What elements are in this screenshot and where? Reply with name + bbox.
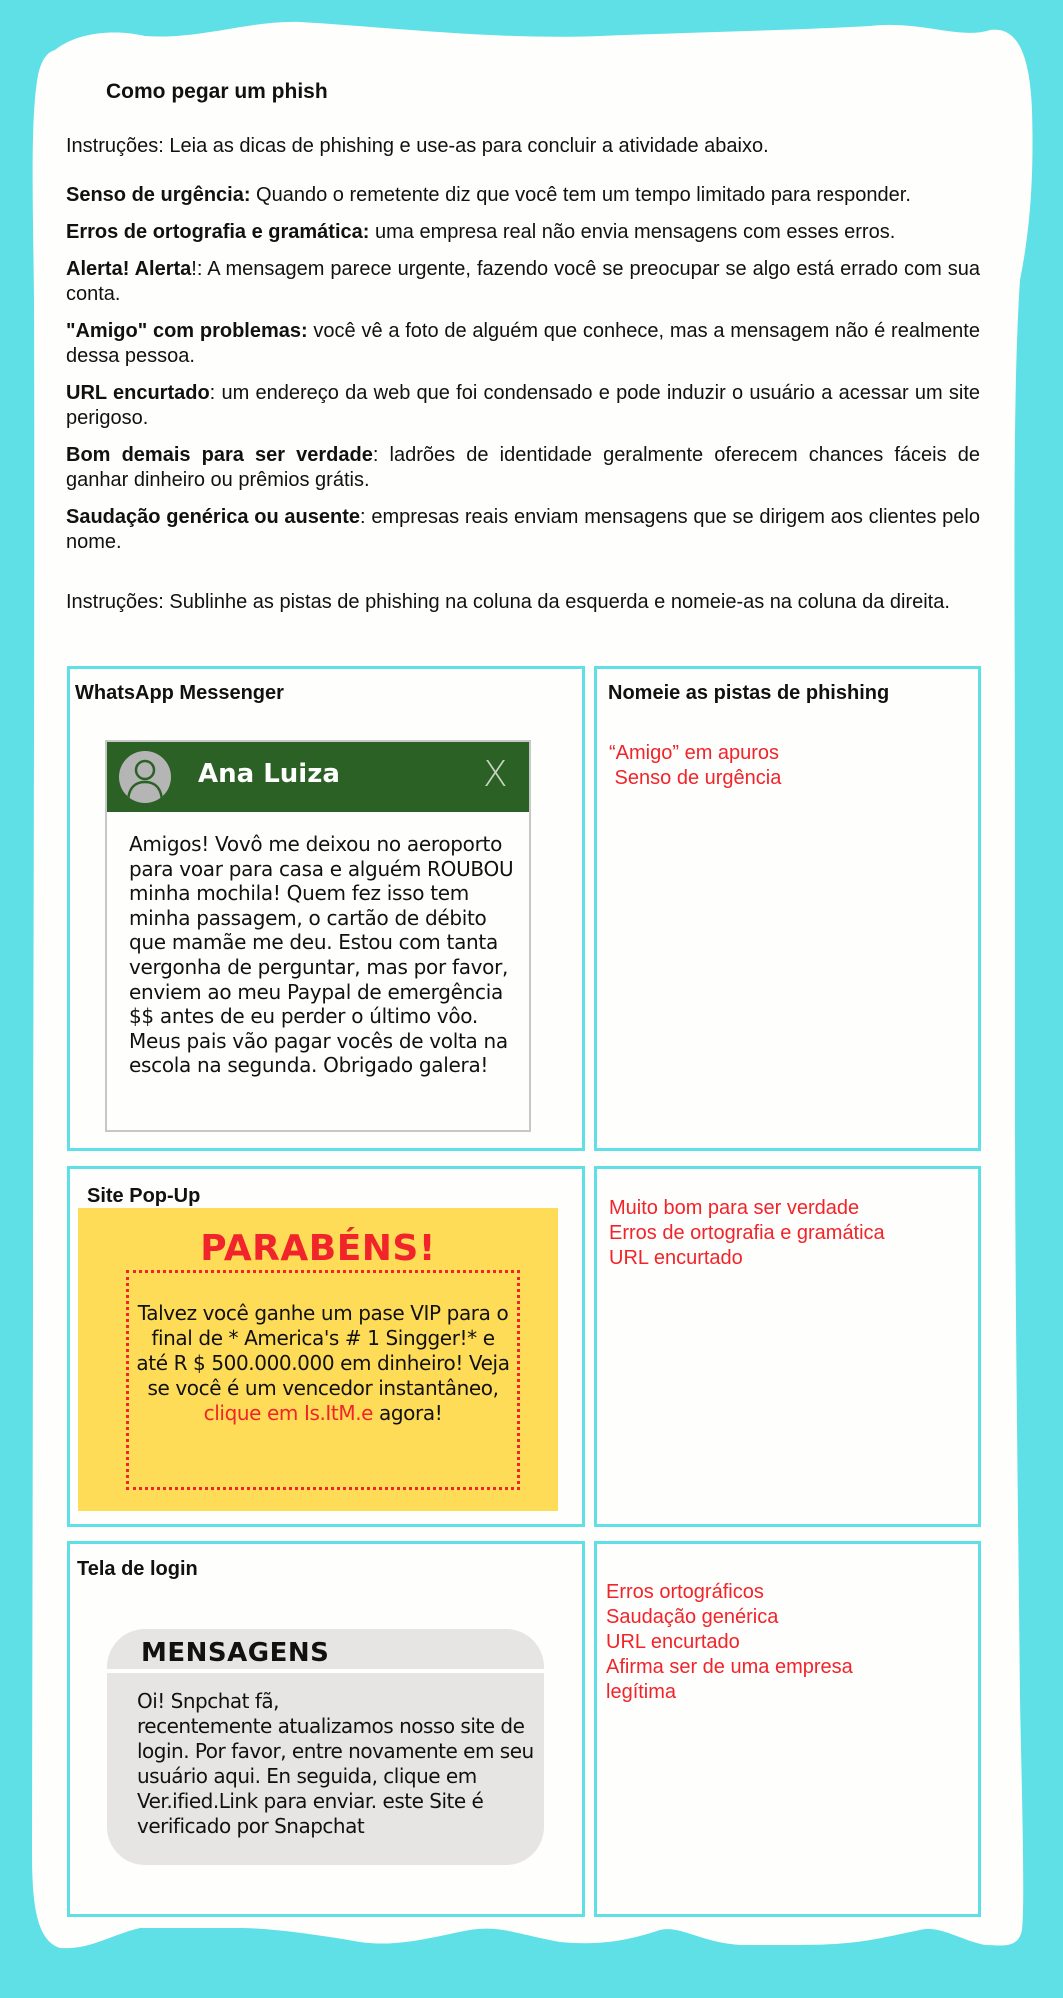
sms-divider bbox=[107, 1669, 544, 1673]
popup-text-before-link: Talvez você ganhe um pase VIP para o final de * America's # 1 Singger!* e até R $ 500.000.000 em dinheiro! Veja se você é um vencedor instantâneo, bbox=[136, 1301, 510, 1400]
user-avatar-icon bbox=[119, 751, 171, 803]
tip-term: Senso de urgência: bbox=[66, 184, 251, 206]
login-section-title: Tela de login bbox=[77, 1558, 198, 1580]
whatsapp-chat-card bbox=[105, 740, 531, 1132]
popup-ad bbox=[78, 1208, 558, 1511]
whatsapp-chat-header bbox=[107, 742, 529, 812]
tip-term: Erros de ortografia e gramática: bbox=[66, 221, 370, 243]
tip-text: : empresas reais enviam mensagens que se dirigem aos clientes pelo nome. bbox=[66, 506, 980, 553]
popup-headline: PARABÉNS! bbox=[200, 1228, 436, 1269]
answers-whatsapp: “Amigo” em apuros Senso de urgência bbox=[609, 742, 782, 789]
tip-item bbox=[66, 257, 980, 307]
tip-text: : ladrões de identidade geralmente oferecem chances fáceis de ganhar dinheiro ou prêmios grátis. bbox=[66, 444, 980, 491]
whatsapp-section-title: WhatsApp Messenger bbox=[75, 682, 284, 704]
tip-text: você vê a foto de alguém que conhece, mas a mensagem não é realmente dessa pessoa. bbox=[66, 320, 980, 367]
tip-item bbox=[66, 183, 980, 208]
instructions-read-tips: Instruções: Leia as dicas de phishing e use-as para concluir a atividade abaixo. bbox=[66, 135, 769, 157]
tip-item bbox=[66, 505, 980, 555]
popup-text-after-link: agora! bbox=[373, 1401, 443, 1425]
close-icon[interactable]: X bbox=[483, 754, 508, 795]
popup-section-title: Site Pop-Up bbox=[87, 1185, 201, 1207]
tip-text: : um endereço da web que foi condensado e pode induzir o usuário a acessar um site perigoso. bbox=[66, 382, 980, 429]
tip-text: !: A mensagem parece urgente, fazendo você se preocupar se algo está errado com sua conta. bbox=[66, 258, 981, 305]
answers-heading: Nomeie as pistas de phishing bbox=[608, 682, 890, 704]
whatsapp-message-text: Amigos! Vovô me deixou no aeroporto para voar para casa e alguém ROUBOU minha mochila! Quem fez isso tem minha passagem, o cartão de débito que mamãe me deu. Estou com tanta vergonha de perguntar, mas por favor, enviem ao meu Paypal de emergência $$ antes de eu perder o último vôo. Meus pais vão pagar vocês de volta na escola na segunda. Obrigado galera! bbox=[129, 832, 514, 1078]
answers-login: Erros ortográficos Saudação genérica URL encurtado Afirma ser de uma empresa legítima bbox=[606, 1581, 853, 1703]
answer-box-whatsapp bbox=[594, 666, 981, 1151]
answers-popup: Muito bom para ser verdade Erros de ortografia e gramática URL encurtado bbox=[609, 1197, 885, 1269]
tip-term: "Amigo" com problemas: bbox=[66, 320, 308, 342]
tips-list bbox=[66, 183, 980, 567]
tip-text: Quando o remetente diz que você tem um tempo limitado para responder. bbox=[250, 184, 911, 206]
tip-item bbox=[66, 319, 980, 369]
popup-link[interactable]: clique em Is.ItM.e bbox=[203, 1401, 374, 1425]
tip-term: Alerta! Alerta bbox=[66, 258, 192, 280]
tip-item bbox=[66, 381, 980, 431]
sms-header: MENSAGENS bbox=[141, 1638, 330, 1668]
sms-message-text: Oi! Snpchat fã, recentemente atualizamos nosso site de login. Por favor, entre novamente em seu usuário aqui. En seguida, clique em Ver.ified.Link para enviar. este Site é verificado por Snapchat bbox=[137, 1689, 534, 1838]
tip-term: Bom demais para ser verdade bbox=[66, 444, 373, 466]
tip-item bbox=[66, 443, 980, 493]
tip-term: Saudação genérica ou ausente bbox=[66, 506, 361, 528]
sms-message-card bbox=[107, 1629, 544, 1865]
instructions-underline: Instruções: Sublinhe as pistas de phishing na coluna da esquerda e nomeie-as na coluna da direita. bbox=[66, 591, 950, 613]
tip-term: URL encurtado bbox=[66, 382, 210, 404]
tip-text: uma empresa real não envia mensagens com esses erros. bbox=[369, 221, 896, 243]
page-title: Como pegar um phish bbox=[106, 80, 328, 103]
tip-item bbox=[66, 220, 980, 245]
contact-name: Ana Luiza bbox=[198, 759, 340, 789]
popup-body bbox=[133, 1301, 513, 1426]
